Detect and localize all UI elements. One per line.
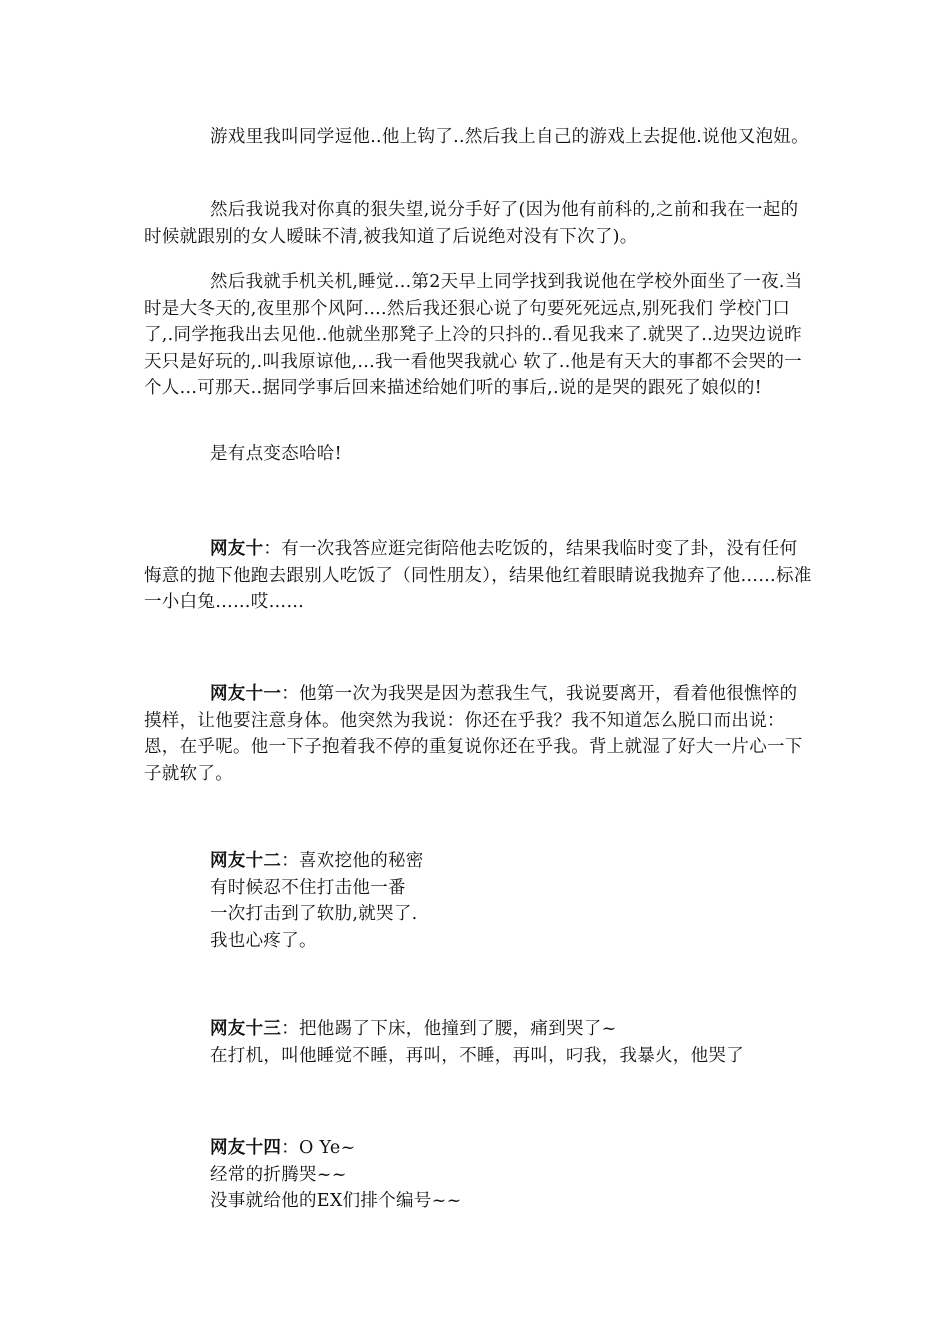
- friend11-label: 网友十一: [210, 684, 282, 704]
- friend14-first: ：O Ye~: [281, 1138, 356, 1158]
- friend12-line: 一次打击到了软肋,就哭了.: [210, 904, 418, 924]
- friend13-entry: [210, 1016, 744, 1069]
- friend14-label: 网友十四: [210, 1138, 282, 1158]
- friend10-label: 网友十: [210, 539, 264, 559]
- paragraph-joke: 是有点变态哈哈!: [210, 444, 342, 464]
- friend10-text: ：有一次我答应逛完街陪他去吃饭的，结果我临时变了卦，没有任何悔意的抛下他跑去跟别人吃饭了（同性朋友），结果他红着眼睛说我抛弃了他……标准一小白兔……哎……: [144, 539, 812, 612]
- friend14-entry: [210, 1135, 462, 1215]
- friend11-entry: [144, 681, 814, 787]
- friend13-first: ：把他踢了下床，他撞到了腰，痛到哭了~: [281, 1019, 617, 1039]
- friend14-line: 没事就给他的EX们排个编号~~: [210, 1191, 462, 1211]
- friend12-first: ：喜欢挖他的秘密: [281, 851, 424, 871]
- friend12-line: 我也心疼了。: [210, 930, 317, 951]
- friend10-entry: [144, 536, 814, 616]
- friend11-text: ：他第一次为我哭是因为惹我生气，我说要离开，看着他很憔悴的摸样，让他要注意身体。他突然为我说：你还在乎我？我不知道怎么脱口而出说：恩，在乎呢。他一下子抱着我不停的重复说你还在乎我。背上就湿了好大一片心一下子就软了。: [144, 684, 803, 784]
- friend13-line: 在打机，叫他睡觉不睡，再叫，不睡，再叫，叼我，我暴火，他哭了: [210, 1045, 744, 1066]
- friend12-label: 网友十二: [210, 851, 282, 871]
- friend12-line: 有时候忍不住打击他一番: [210, 877, 406, 898]
- paragraph-game: 游戏里我叫同学逗他..他上钩了..然后我上自己的游戏上去捉他.说他又泡妞。: [210, 127, 809, 147]
- friend14-line: 经常的折腾哭~~: [210, 1164, 347, 1185]
- friend12-entry: [210, 848, 424, 954]
- friend13-label: 网友十三: [210, 1019, 282, 1039]
- paragraph-night: 然后我就手机关机,睡觉...第2天早上同学找到我说他在学校外面坐了一夜.当时是大冬天的,夜里那个风阿....然后我还狠心说了句要死死远点,别死我们 学校门口了,.同学拖我出去见他..他就坐那凳子上冷的只抖的..看见我来了.就哭了..边哭边说昨天只是好玩的,.叫我原谅他,...我一看他哭我就心 软了..他是有天大的事都不会哭的一个人...可那天..据同学事后回来描述给她们听的事后,.说的是哭的跟死了娘似的!: [144, 272, 803, 398]
- paragraph-breakup: 然后我说我对你真的狠失望,说分手好了(因为他有前科的,之前和我在一起的时候就跟别的女人暧昧不清,被我知道了后说绝对没有下次了)。: [144, 200, 799, 247]
